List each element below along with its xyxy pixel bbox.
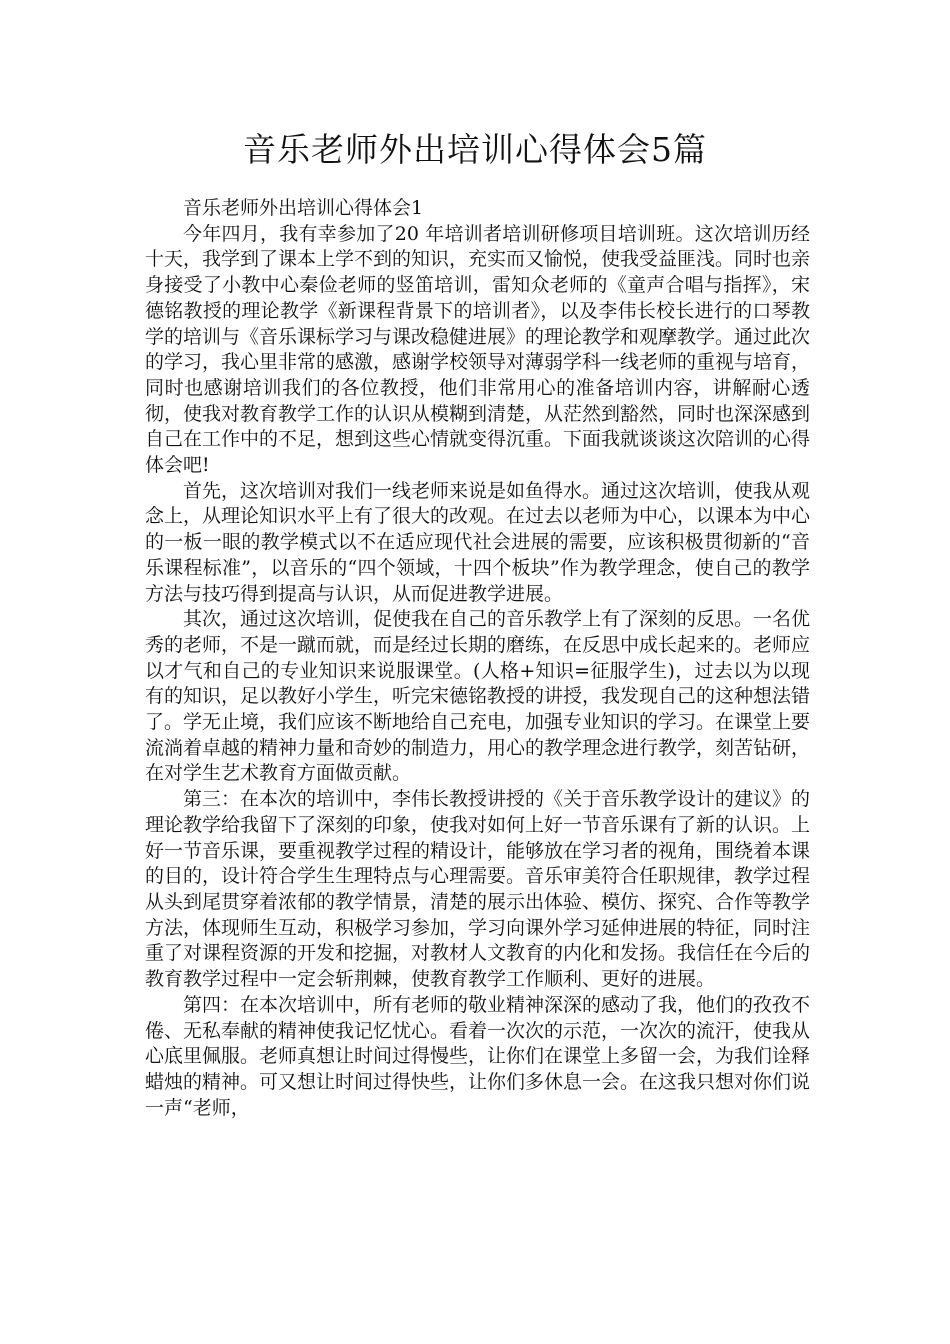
section-heading: 音乐老师外出培训心得体会1 [183, 197, 424, 219]
paragraph-3: 其次，通过这次培训，促使我在自己的音乐教学上有了深刻的反思。一名优秀的老师，不是一蹴而就，而是经过长期的磨练，在反思中成长起来的。老师应以才气和自己的专业知识来说服课堂。(人格+知识=征服学生)，过去以为以现有的知识，足以教好小学生，听完宋德铭教授的讲授，我发现自己的这种想法错了。学无止境，我们应该不断地给自己充电，加强专业知识的学习。在课堂上要流淌着卓越的精神力量和奇妙的制造力，用心的教学理念进行教学，刻苦钻研，在对学生艺术教育方面做贡献。 [145, 608, 811, 785]
document-body [145, 196, 810, 1121]
paragraph-2: 首先，这次培训对我们一线老师来说是如鱼得水。通过这次培训，使我从观念上，从理论知识水平上有了很大的改观。在过去以老师为中心，以课本为中心的一板一眼的教学模式以不在适应现代社会进展的需要，应该积极贯彻新的“音乐课程标准”，以音乐的“四个领域，十四个板块”作为教学理念，使自己的教学方法与技巧得到提高与认识，从而促进教学进展。 [145, 479, 811, 605]
paragraph-1: 今年四月，我有幸参加了20 年培训者培训研修项目培训班。这次培训历经十天，我学到了课本上学不到的知识，充实而又愉悦，使我受益匪浅。同时也亲身接受了小教中心秦俭老师的竖笛培训，雷知众老师的《童声合唱与指挥》，宋德铭教授的理论教学《新课程背景下的培训者》，以及李伟长校长进行的口琴教学的培训与《音乐课标学习与课改稳健进展》的理论教学和观摩教学。通过此次的学习，我心里非常的感激，感谢学校领导对薄弱学科一线老师的重视与培育，同时也感谢培训我们的各位教授，他们非常用心的准备培训内容，讲解耐心透彻，使我对教育教学工作的认识从模糊到清楚，从茫然到豁然，同时也深深感到自己在工作中的不足，想到这些心情就变得沉重。下面我就谈谈这次陪训的心得体会吧! [145, 222, 811, 477]
document-title: 音乐老师外出培训心得体会5篇 [243, 130, 707, 169]
paragraph-5: 第四：在本次培训中，所有老师的敬业精神深深的感动了我，他们的孜孜不倦、无私奉献的精神使我记忆忧心。看着一次次的示范，一次次的流汗，使我从心底里佩服。老师真想让时间过得慢些，让你们在课堂上多留一会，为我们诠释蜡烛的精神。可又想让时间过得快些，让你们多休息一会。在这我只想对你们说一声“老师， [145, 993, 811, 1119]
paragraph-4: 第三：在本次的培训中，李伟长教授讲授的《关于音乐教学设计的建议》的理论教学给我留下了深刻的印象，使我对如何上好一节音乐课有了新的认识。上好一节音乐课，要重视教学过程的精设计，能够放在学习者的视角，围绕着本课的目的，设计符合学生生理特点与心理需要。音乐审美符合任职规律，教学过程从头到尾贯穿着浓郁的教学情景，清楚的展示出体验、模仿、探究、合作等教学方法，体现师生互动，积极学习参加，学习向课外学习延伸进展的特征，同时注重了对课程资源的开发和挖掘，对教材人文教育的内化和发扬。我信任在今后的教育教学过程中一定会斩荆棘，使教育教学工作顺利、更好的进展。 [145, 788, 811, 991]
